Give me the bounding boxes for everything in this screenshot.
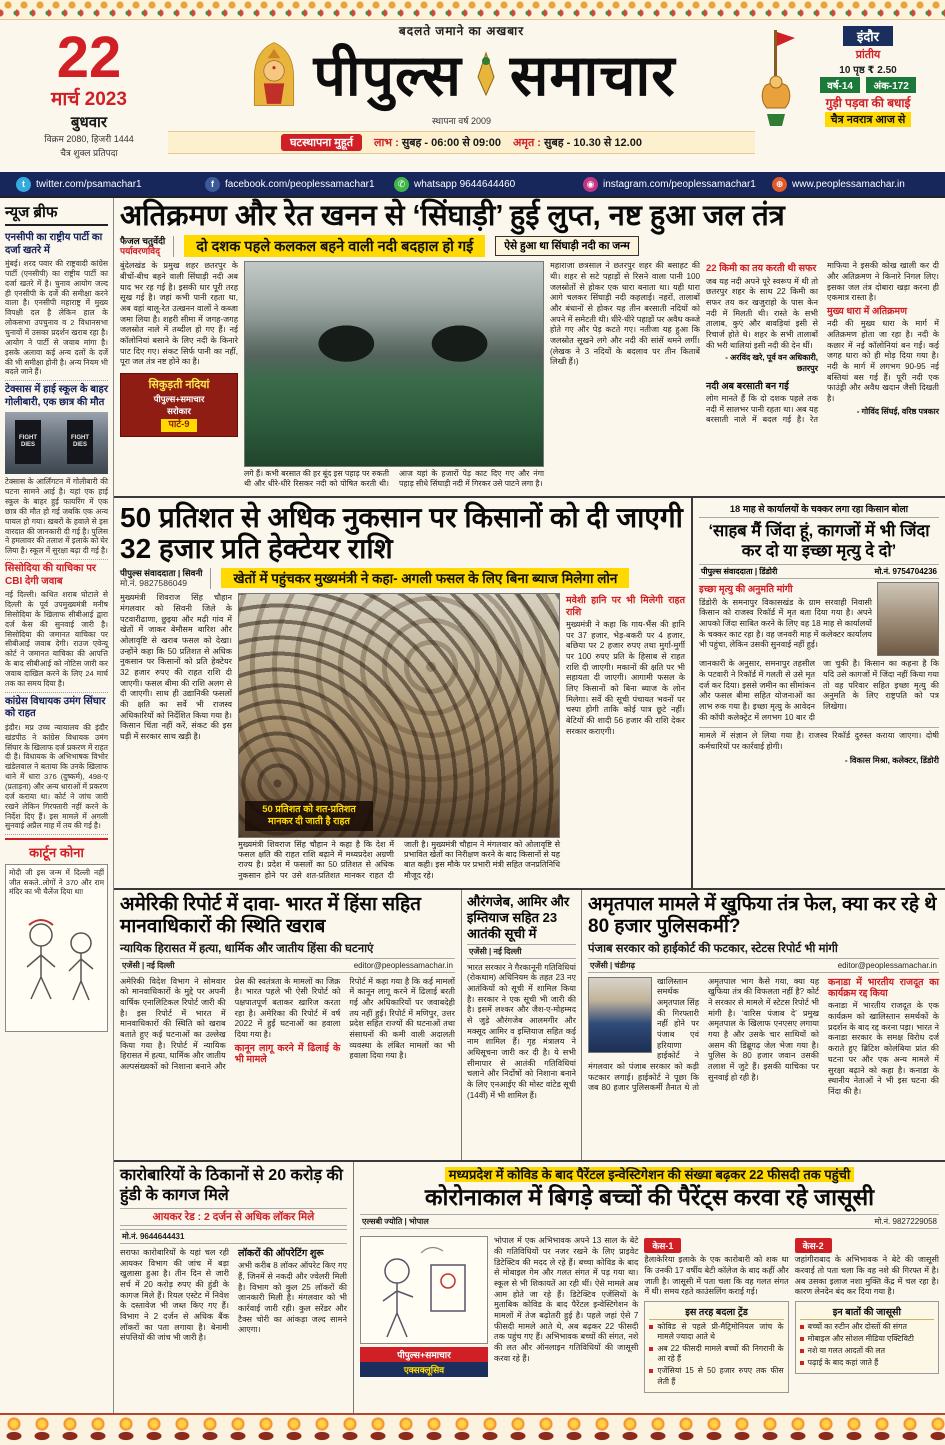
dindori-phone: मो.नं. 9754704236 (874, 567, 937, 577)
subhead-euthanasia: इच्छा मृत्यु की अनुमति मांगी (699, 584, 793, 596)
lead-author (120, 236, 174, 258)
it-raid-headline: कारोबारियों के ठिकानों से 20 करोड़ की हुंडी के कागज मिले (120, 1167, 343, 1204)
spy-phone: मो.नं. 9827229058 (874, 1217, 937, 1227)
watch-item: बच्चों का रुटीन और दोस्तों की संगत (800, 1322, 934, 1332)
lead-headline: अतिक्रमण और रेत खनन से ‘सिंघाड़ी’ हुई लुप्त, नष्ट हुआ जल तंत्र (120, 200, 785, 232)
twitter-handle: twitter.com/psamachar1 (36, 178, 142, 190)
pages-price: 10 पृष्ठ ₹ 2.50 (839, 65, 897, 76)
spy-intro-column (494, 1236, 638, 1410)
watch-list (800, 1322, 934, 1369)
us-report-byline: एजेंसी | नई दिल्ली (122, 960, 175, 970)
muhurat-strip (168, 131, 755, 154)
case1-badge: केस-1 (644, 1238, 681, 1253)
trend-list (649, 1322, 783, 1387)
date-month-year: मार्च 2023 (51, 89, 127, 111)
whatsapp-number: whatsapp 9644644460 (414, 178, 516, 190)
brief-title: सिसोदिया की याचिका पर CBI देगी जवाब (5, 563, 96, 587)
edition-info (801, 26, 935, 172)
muhurat-label: घटस्थापना मुहूर्त (281, 134, 362, 151)
farmer-subrow (120, 568, 685, 589)
labh-value: सुबह - 06:00 से 09:00 (401, 137, 501, 149)
texas-shooting-photo (5, 412, 108, 474)
edition-city: इंदौर (843, 26, 893, 46)
amritpal-subheadline: पंजाब सरकार को हाईकोर्ट की फटकार, स्टेटस रिपोर्ट भी मांगी (588, 942, 838, 955)
amritpal-body-3: कनाडा में भारतीय राजदूत के एक कार्यक्रम को खालिस्तान समर्थकों के प्रदर्शन के बाद रद्द करना पड़ा। भारत ने कनाडा सरकार के समक्ष विरोध दर्ज कराते हुए ब्रिटिश कोलंबिया प्रांत की घटना पर और एक अन्य मामले में सुरक्षा बढ़ाने को कहा है। कनाडा के स्थानीय नेताओं ने भी इस घटना की निंदा की है। (828, 1001, 939, 1096)
amritpal-body (588, 977, 939, 1098)
subhead-livestock-relief-text: मुख्यमंत्री ने कहा कि गाय-भैंस की हानि पर 37 हजार, भेड़-बकरी पर 4 हजार, बछिया पर 2 हजार रुपए तथा मुर्गा-मुर्गी पर 100 रुपए प्रति के हिसाब से राहत राशि दी जाएगी। मकानों की क्षति पर भी सहायता दी जाएगी। आगामी फसल के लिए किसानों को बिना ब्याज के लोन मिलेगा। सर्वे की सूची पंचायत भवनों पर चस्पा होगी ताकि कोई पात्र छूटे नहीं। बेटियों की शादी 56 हजार की राशि देकर सरकार कराएगी। (566, 619, 685, 736)
terror-list-body: भारत सरकार ने गैरकानूनी गतिविधियां (रोकथाम) अधिनियम के तहत 23 नए आतंकियों को सूची में शामिल किया है। सरकार ने एक सूची भी जारी की है। इसमें लश्कर और जैश-ए-मोहम्मद से जुड़े औरंगजेब आलमगीर और मक्सूद आमिर व इम्तियाज सहित कई नाम शामिल हैं। गृह मंत्रालय ने अधिसूचना जारी कर दी है। ये सभी सीमापार से आतंकी गतिविधियां चलाने और निर्दोषों को निशाना बनाने के लिए एनआईए की मोस्ट वांटेड सूची (14वीं) में भी शामिल हैं। (467, 962, 576, 1100)
lead-subrow (120, 235, 939, 257)
trend-item: एजेंसियां 15 से 50 हजार रुपए तक फीस लेती हैं (649, 1366, 783, 1386)
cartoon-caption: मोदी जी इस जन्म में दिल्ली नहीं जीत सकते..लोगों ने 370 और राम मंदिर का भी चैलेंज दिया था! (9, 868, 104, 897)
lead-photo-block (244, 261, 544, 489)
series-promo-box (120, 373, 238, 436)
spy-banner-text: मध्यप्रदेश में कोविड के बाद पैरेंटल इन्वेस्टिगेशन की संख्या बढ़कर 22 फीसदी तक पहुंची (445, 1167, 854, 1182)
issue-number: अंक-172 (866, 77, 915, 93)
parent-spy-story (354, 1162, 945, 1413)
farmer-portrait-photo (877, 582, 939, 656)
amritpal-headline: अमृतपाल मामले में खुफिया तंत्र फेल, क्या कर रहे थे 80 हजार पुलिसकर्मी? (588, 894, 937, 937)
cartoon-corner-header: कार्टून कोना (5, 838, 108, 861)
collector-quote-attribution: - विकास मिश्रा, कलेक्टर, डिंडोरी (844, 755, 939, 765)
spy-content-grid (360, 1236, 939, 1410)
promo-section: सरोकार (167, 405, 191, 416)
watch-box (795, 1301, 939, 1375)
spy-headline: कोरोनाकाल में बिगड़े बच्चों की पैरेंट्स करवा रहे जासूसी (424, 1184, 875, 1210)
dindori-headline: ‘साहब मैं जिंदा हूं, कागजों में भी जिंदा कर दो या इच्छा मृत्यु दे दो’ (708, 522, 930, 561)
farmer-subheadline: खेतों में पहुंचकर मुख्यमंत्री ने कहा- अगली फसल के लिए बिना ब्याज मिलेगा लोन (221, 568, 629, 588)
farmer-photo-block (238, 593, 560, 881)
brief-item-sisodia (5, 560, 108, 693)
exclusive-badge (360, 1347, 488, 1377)
us-report-headline: अमेरिकी रिपोर्ट में दावा- भारत में हिंसा सहित मानवाधिकारों की स्थिति खराब (120, 894, 421, 937)
brief-body: इंदौर। मप्र उच्च न्यायालय की इंदौर खंडपीठ ने कांग्रेस विधायक उमंग सिंघार के खिलाफ दर्ज प्रकरण में राहत दी है। विधायक के अभिभाषक विभोर खंडेलवाल ने बताया कि उनके खिलाफ थाने में धारा 376 (दुष्कर्म), 498-ए (प्रताड़ना) और अन्य धाराओं में प्रकरण दर्ज कराया था। कोर्ट ने जांच जारी रखने लेकिन गिरफ्तारी नहीं करने के निर्देश दिए हैं। इस मामले में अगली सुनवाई अप्रैल माह में तय की गई है। (5, 722, 108, 831)
quote-attribution-1: - अरविंद खरे, पूर्व वन अधिकारी, छतरपुर (725, 353, 818, 373)
us-report-subheadline: न्यायिक हिरासत में हत्या, धार्मिक और जातीय हिंसा की घटनाएं (120, 942, 374, 955)
spy-cartoon-illustration (360, 1236, 488, 1344)
dindori-farmer-story (693, 498, 945, 888)
subhead-22km: 22 किमी का तय करती थी सफर (706, 263, 817, 275)
cm-photo-caption: मुख्यमंत्री शिवराज सिंह चौहान ने कहा है कि देश में फसल क्षति की राहत राशि बढ़ाने में मध्यप्रदेश अग्रणी राज्य है। प्रदेश में फसलों का 50 प्रतिशत से अधिक नुकसान होने पर उसे शत-प्रतिशत मानकर राहत दी जाती है। मुख्यमंत्री चौहान ने मंगलवार को ओलावृष्टि से प्रभावित खेतों का निरीक्षण करने के बाद किसानों से यह बात कही। इस मौके पर प्रभारी मंत्री सहित जनप्रतिनिधि मौजूद रहे। (238, 839, 560, 880)
farmer-column-2 (566, 593, 685, 881)
brief-body: नई दिल्ली। कथित शराब घोटाले से दिल्ली के पूर्व उपमुख्यमंत्री मनीष सिसोदिया के खिलाफ सीबीआई द्वारा दर्ज केस की सुनवाई जारी है। सिसोदिया की जमानत याचिका पर सीबीआई जवाब देगी। राउज एवेन्यू कोर्ट ने जमानत याचिका की आपत्ति के बाद सीबीआई को नोटिस जारी कर जवाब दाखिल करने के लिए 24 मार्च तक का समय दिया है। (5, 590, 108, 688)
dindori-body-1 (699, 582, 872, 656)
author-name: फैजल चतुर्वेदी (120, 235, 166, 246)
amritpal-photo (588, 977, 652, 1053)
subhead-encroachment: मुख्य धारा में अतिक्रमण (827, 306, 907, 317)
dindori-body-2: जानकारी के अनुसार, समनापुर तहसील के पटवारी ने रिकॉर्ड में गलती से उसे मृत दर्ज कर दिया। इससे जमीन का सीमांकन और फसल बीमा सहित योजनाओं का लाभ रुक गया है। इच्छा मृत्यु के आवेदन की कॉपी कलेक्ट्रेट में लगभग 10 बार दी जा चुकी है। किसान का कहना है कि यदि उसे कागजों में जिंदा नहीं किया गया तो वह परिवार सहित इच्छा मृत्यु की अनुमति के लिए राष्ट्रपति को पत्र लिखेगा। (699, 659, 939, 722)
lead-column-1-text: बुंदेलखंड के प्रमुख शहर छतरपुर के बीचों-बीच बहने वाली सिंघाड़ी नदी अब याद भर रह गई है। इसकी धार पूरी तरह सूख गई है। जहां कभी पानी रहता था, अब वहां बालू-रेत उत्खनन वालों ने कब्जा जमा लिया है। शहरी सीमा में जगह-जगह जलस्रोत नाले में तब्दील हो गए हैं। नई कॉलोनियां बसाने के लिए नदी के किनारे पाट दिए गए। संकट सिर्फ पानी का नहीं, पूरा जल तंत्र नष्ट होने का है। (120, 261, 238, 367)
website-icon: ⊕ (772, 177, 787, 192)
it-raid-byline: मो.नं. 9644644431 (122, 1232, 185, 1242)
edition-type: प्रांतीय (855, 49, 881, 61)
dindori-body-1-text: डिंडोरी के समनापुर विकासखंड के ग्राम सरवाही निवासी किसान को राजस्व रिकॉर्ड में मृत बता दिया गया है। अपने आपको जिंदा साबित करने के लिए वह 18 माह से कार्यालयों के चक्कर काट रहा है। वह जनवरी माह में कलेक्टर कार्यालय भी पहुंचा, लेकिन उसकी सुनवाई नहीं हुई। (699, 597, 872, 650)
greeting-line-1: गुड़ी पड़वा की बधाई (825, 96, 911, 110)
trend-box-header: इस तरह बदला ट्रेंड (649, 1305, 783, 1320)
top-garland-decoration (0, 0, 945, 20)
us-report-story (114, 890, 462, 1160)
byline-text: पीपुल्स संवाददाता | सिवनी (120, 567, 203, 578)
river-photo-caption: लगे हैं। कभी बरसात की हर बूंद इस पहाड़ पर रुकती थी और धीरे-धीरे रिसकर नदी को पोषित करती थी। आज यहां के हजारों पेड़ काट दिए गए और नंगा पहाड़ सीधे सिंघाड़ी नदी में गिरकर उसे पाटने लगा है। (244, 469, 544, 489)
subhead-seasonal-river: नदी अब बरसाती बन गई (706, 380, 789, 392)
river-birth-box-label: ऐसे हुआ था सिंघाड़ी नदी का जन्म (495, 236, 639, 256)
main-column (114, 198, 945, 1413)
social-media-bar (0, 172, 945, 196)
masthead-edition-block (755, 22, 935, 172)
terror-list-headline: औरंगजेब, आमिर और इम्तियाज सहित 23 आतंकी सूची में (467, 894, 570, 941)
website-url: www.peoplessamachar.in (792, 178, 905, 190)
quote-attribution-2: - गोविंद सिंघई, वरिष्ठ पत्रकार (856, 406, 939, 416)
amrit-value: सुबह - 10.30 से 12.00 (544, 137, 642, 149)
brief-title: टेक्सास में हाई स्कूल के बाहर गोलीबारी, एक छात्र की मौत (5, 384, 108, 408)
dindori-kicker: 18 माह से कार्यालयों के चक्कर लगा रहा किसान बोला (699, 502, 939, 518)
farmer-body-columns (120, 593, 685, 881)
amritpal-story (582, 890, 945, 1160)
amritpal-byline: एजेंसी | चंडीगढ़ (590, 960, 635, 970)
byline-phone: मो.नं. 9827586049 (120, 578, 188, 589)
brief-item-singhar (5, 693, 108, 835)
watch-box-header: इन बातों की जासूसी (800, 1305, 934, 1320)
amritpal-body-2: ‘वारिस पंजाब दे’ प्रमुख अमृतपाल के खिलाफ एनएसए लगाया गया है और उसके चार साथियों को असम की डिब्रूगढ़ जेल भेजा गया है। पुलिस के 80 हजार जवान उसकी तलाश में जुटे हैं। इसकी याचिका पर सुनवाई हो रही है। (708, 1008, 820, 1082)
whatsapp-icon: ✆ (394, 177, 409, 192)
third-row-section (114, 890, 945, 1162)
case2-badge: केस-2 (795, 1238, 832, 1253)
brief-item-texas (5, 381, 108, 560)
collector-quote-box (699, 727, 939, 765)
spy-case1-column (644, 1236, 788, 1410)
lead-column-1 (120, 261, 238, 489)
cartoon-box (5, 864, 108, 1032)
cartoon-illustration (9, 897, 108, 1005)
trend-item: कोविड से पहले प्री-मैट्रिमोनियल जांच के मामले ज्यादा आते थे (649, 1322, 783, 1342)
amrit-label: अमृत : (512, 137, 541, 149)
instagram-handle: instagram.com/peoplessamachar1 (603, 178, 756, 190)
it-raid-body (120, 1248, 347, 1344)
river-birth-column (550, 261, 700, 489)
paper-title-part2: समाचार (509, 44, 676, 108)
subhead-22km-text: जब यह नदी अपने पूरे स्वरूप में थी तो छतरपुर शहर के साथ 22 किमी का सफर तय कर खजुराहो के पास केन नदी में मिलती थी। रास्ते के सभी तालाब, कुएं और बावड़ियां इसी से रिचार्ज होते थे। शहर के सभी तालाबों की भरी थालियां इसी नदी की देन थीं। (706, 276, 818, 350)
subhead-locker-operating: लॉकरों की ऑपरेटिंग शुरू (238, 1248, 324, 1260)
dindori-byline-row (699, 564, 939, 579)
subhead-encroachment-text: नदी की मुख्य धारा के मार्ग में अतिक्रमण होता जा रहा है। नदी के कछार में नई कॉलोनियां बन गईं। कई जगह धारा को ही मोड़ दिया गया है। नदी के मार्ग में लगभग 90-95 नई बस्तियां बस गई हैं। पूरी नदी एक फाउंड्री और अवैध खदान जैसी दिखती है। (827, 319, 939, 404)
date-day: 22 (56, 25, 122, 90)
photo-poster-text: FIGHT DIES (15, 420, 41, 464)
facebook-handle: facebook.com/peoplessamachar1 (225, 178, 375, 190)
calendar-line-2: चैत्र शुक्ल प्रतिपदा (60, 147, 118, 158)
goddess-illustration (247, 41, 301, 112)
lead-body-columns (120, 261, 939, 489)
subhead-canada-event: कनाडा में भारतीय राजदूत का कार्यक्रम रद्द किया (828, 976, 939, 1000)
facebook-icon: f (205, 177, 220, 192)
terror-list-byline-row (467, 944, 576, 959)
watch-item: मोबाइल और सोशल मीडिया एक्टिविटी (800, 1334, 934, 1344)
watch-item: नशे या गलत आदतों की लत (800, 1346, 934, 1356)
dindori-top (699, 582, 939, 656)
it-raid-byline-row (120, 1229, 347, 1244)
spy-body-2-text: डिटेक्टिव एजेंसियों के मुताबिक कोविड के बाद पैरेंटल इन्वेस्टिगेशन के मामलों में तेज बढ़ोतरी हुई है। पहले जहां ऐसे 7 फीसदी मामले आते थे, अब बढ़कर 22 फीसदी तक पहुंच गए हैं। अभिभावक बच्चों की संगत, नशे की लत और ऑनलाइन गतिविधियों की जासूसी करवा रहे हैं। (494, 1289, 639, 1363)
brief-title: एनसीपी का राष्ट्रीय पार्टी का दर्जा खतरे में (5, 232, 103, 256)
case1-text: हैलाकेरिया इलाके के एक कारोबारी को शक था कि उनकी 17 वर्षीय बेटी कॉलेज के बाद कहीं और जाती है। जासूसी में पता चला कि वह गलत संगत में थी। समय रहते काउंसलिंग कराई गई। (644, 1255, 789, 1297)
lead-story (114, 198, 945, 498)
collector-quote: मामले में संज्ञान ले लिया गया है। राजस्व रिकॉर्ड दुरुस्त कराया जाएगा। दोषी कर्मचारियों पर कार्रवाई होगी। (699, 731, 939, 751)
masthead-title-row (168, 41, 755, 112)
case2-text: जहांगीराबाद के अभिभावक ने बेटे की जासूसी करवाई तो पता चला कि वह नशे की गिरफ्त में है। अब उसका इलाज नशा मुक्ति केंद्र में चल रहा है। कारण लेनदेन बंद कर दिया गया है। (794, 1255, 939, 1297)
watch-item: पढ़ाई के बाद कहां जाते हैं (800, 1358, 934, 1368)
bottom-row-section (114, 1162, 945, 1413)
masthead-ornament-icon (474, 51, 498, 102)
masthead-tagline: बदलते जमाने का अखबार (398, 24, 525, 38)
spy-cartoon-column (360, 1236, 488, 1410)
us-report-body-2: रिपोर्ट में कहा गया है कि कई मामलों में कानून लागू करने में ढिलाई बरती गई और अधिकारियों पर जवाबदेही तय नहीं हुई। रिपोर्ट में मणिपुर, उत्तर प्रदेश सहित राज्यों की घटनाओं तथा संसाधनों की कमी वाली अदालती व्यवस्था के लंबित मामलों का भी हवाला दिया गया है। (349, 976, 455, 1061)
us-report-body-1: अमेरिकी विदेश विभाग ने सोमवार को मानवाधिकारों के मुद्दे पर अपनी वार्षिक एनालिटिकल रिपोर्ट जारी की है। इस रिपोर्ट में भारत में मानवाधिकारों की स्थिति को खराब बताते हुए कई घटनाओं का उल्लेख किया गया है। रिपोर्ट में न्यायिक हिरासत में हत्या, धार्मिक और जातीय अल्पसंख्यकों को निशाना बनाने और प्रेस की स्वतंत्रता के मामलों का जिक्र है। भारत पहले भी ऐसी रिपोर्ट को पक्षपातपूर्ण बताकर खारिज करता रहा है। अमेरिका की रिपोर्ट में वर्ष 2022 में हुईं घटनाओं का हवाला दिया गया है। (120, 976, 341, 1072)
us-report-byline-row (120, 958, 455, 973)
trend-item: अब 22 फीसदी मामले बच्चों की निगरानी के आ रहे हैं (649, 1344, 783, 1364)
river-bridge-photo (244, 261, 544, 467)
brief-body: मुंबई। शरद पवार की राष्ट्रवादी कांग्रेस पार्टी (एनसीपी) का राष्ट्रीय पार्टी का दर्जा खतरे में है। चुनाव आयोग जल्द ही एनसीपी के दर्जे की समीक्षा करने वाला है। एनसीपी महाराष्ट्र में मुख्य विपक्षी दल है लेकिन हाल के लोकसभा उपचुनाव व 2 विधानसभा चुनावों में उसका प्रदर्शन खराब रहा है। आयोग ने पार्टी से जवाब मांगा है। इसके अलावा कई अन्य दलों के दर्जे की भी समीक्षा होनी है। अन्य नियम भी बदले जाने हैं। (5, 259, 108, 377)
brief-item-ncp (5, 229, 108, 381)
cm-field-visit-photo (238, 593, 560, 837)
river-birth-text: महाराजा छत्रसाल ने छतरपुर शहर की बसाहट की थी। शहर से सटे पहाड़ों से रिसने वाला पानी 100 जलस्रोतों से होकर एक धारा बनाता था। यही धारा आगे चलकर सिंघाड़ी नदी कहलाई। नहरों, तालाबों और बंधानों से होकर यह तीन बरसाती नदियों को अपने में समेटती थी। धीरे-धीरे पहाड़ों पर अवैध कब्जे होते गए और पेड़ कटते गए। नतीजा यह हुआ कि जलस्रोत सूखने लगे और नदी की सांसें थमने लगीं। (लेखक ने 3 नदियों के बदलाव पर तीन किताबें लिखी हैं।) (550, 261, 700, 367)
farmer-byline (120, 568, 211, 589)
promo-part-number: पार्ट-9 (161, 419, 196, 432)
news-brief-header: न्यूज ब्रीफ (5, 202, 108, 226)
twitter-icon: t (16, 177, 31, 192)
spy-intro-text: भोपाल में एक अभिभावक अपने 13 साल के बेटे की गतिविधियों पर नजर रखने के लिए प्राइवेट डिटेक्टिव की मदद ले रहे हैं। बच्चा कोविड के बाद से मोबाइल गेम और गलत संगत में पड़ गया था। स्कूल से भी शिकायतें आ रही थीं। ऐसे मामले अब आम होते जा रहे हैं। (494, 1236, 639, 1299)
us-report-body (120, 977, 455, 1073)
gudi-padwa-kalash-illustration (755, 26, 797, 172)
farmer-relief-section (114, 498, 945, 890)
terror-list-byline: एजेंसी | नई दिल्ली (469, 946, 522, 956)
year-number: वर्ष-14 (820, 77, 860, 93)
spy-byline-row (360, 1214, 939, 1229)
it-raid-body-1: सराफा कारोबारियों के यहां चल रही आयकर विभाग की जांच में बड़ा खुलासा हुआ है। तीन दिन से जारी सर्च में 20 करोड़ रुपए की हुंडी के कागज मिले हैं। रियल एस्टेट में निवेश के दस्तावेज भी जब्त किए गए हैं। विभाग ने 2 दर्जन से अधिक बैंक लॉकरों का पता लगाया है। बेनामी संपत्तियों की जांच भी जारी है। (120, 1248, 229, 1343)
brief-body: टेक्सास के आर्लिंगटन में गोलीबारी की घटना सामने आई है। यहां एक हाई स्कूल के बाहर हुई फायरिंग में एक छात्र की मौत हो गई जबकि एक अन्य घायल हो गया। खबरों के हवाले से इस वारदात की जानकारी दी गई है। पुलिस ने हमलावर की तलाश में इलाके को घेर लिया है। स्कूल में सुरक्षा बढ़ा दी गई है। (5, 477, 109, 556)
it-raid-story (114, 1162, 354, 1413)
spy-byline: एल्सबी ज्योति | भोपाल (362, 1217, 429, 1227)
it-raid-subheadline: आयकर रेड : 2 दर्जन से अधिक लॉकर मिले (120, 1208, 347, 1226)
terror-list-story (462, 890, 582, 1160)
it-raid-body-2: अभी करीब 8 लॉकर ऑपरेट किए गए हैं, जिनमें से नकदी और ज्वेलरी मिली है। विभाग को कुल 25 लॉकरों की जानकारी मिली है। मंगलवार को भी कार्रवाई जारी रही। कुल सरेंडर और टैक्स चोरी का आंकड़ा जल्द सामने आएगा। (238, 1261, 347, 1335)
photo-overlay-caption: 50 प्रतिशत को शत-प्रतिशत मानकर दी जाती है राहत (245, 801, 373, 831)
lead-right-columns (706, 261, 939, 489)
farmer-column-1: मुख्यमंत्री शिवराज सिंह चौहान मंगलवार को सिवनी जिले के पटवारीढाणा, छुइया और मढ़ी गांव में खेतों में जाकर बेमौसम बारिश और ओलावृष्टि से खराब फसल को देखा। उन्होंने कहा कि 50 प्रतिशत से अधिक नुकसान पर किसानों को प्रति हेक्टेयर 32 हजार रुपए की राहत राशि दी जाएगी। फसल बीमा की राशि अलग से दी जाएगी। साथ ही उद्यानिकी फसलों की क्षति का सर्वे भी राजस्व अधिकारियों को निर्देशित किया गया है। किसान चिंता नहीं करें, संकट की इस घड़ी में सरकार साथ खड़ी है। (120, 593, 232, 741)
bottom-diya-decoration (0, 1413, 945, 1445)
subhead-livestock-relief: मवेशी हानि पर भी मिलेगी राहत राशि (566, 595, 685, 618)
us-report-email: editor@peoplessamachar.in (353, 960, 453, 970)
amritpal-body-1: खालिस्तान समर्थक अमृतपाल सिंह की गिरफ्तारी नहीं होने पर पंजाब एवं हरियाणा हाईकोर्ट ने मंगलवार को पंजाब सरकार को कड़ी फटकार लगाई। हाईकोर्ट ने पूछा कि जब 80 हजार पुलिसकर्मी तैनात थे तो अमृतपाल भाग कैसे गया, क्या यह खुफिया तंत्र की विफलता नहीं है? कोर्ट ने सरकार से मामले में स्टेटस रिपोर्ट भी मांगी है। (588, 976, 819, 1093)
masthead (0, 20, 945, 172)
instagram-icon: ◉ (583, 177, 598, 192)
exclusive-paper-name: पीपुल्स+समाचार (360, 1347, 488, 1362)
calendar-line-1: विक्रम 2080, हिजरी 1444 (44, 134, 134, 145)
subhead-law-enforcement: कानून लागू करने में ढिलाई के भी मामले (234, 1042, 341, 1066)
masthead-date-block (10, 22, 168, 172)
dindori-byline: पीपुल्स संवाददाता | डिंडोरी (701, 567, 778, 577)
news-brief-sidebar (0, 198, 114, 1413)
promo-paper-name: पीपुल्स+समाचार (153, 393, 205, 404)
trend-box (644, 1301, 788, 1393)
subhead-seasonal-river-text: लोग मानते हैं कि दो दशक पहले तक नदी में सालभर पानी रहता था। अब यह बरसाती नाले में बदल गई है। रेत माफिया ने इसकी कोख खाली कर दी और अतिक्रमण ने किनारे निगल लिए। इसका जल तंत्र दोबारा खड़ा करना ही एकमात्र रास्ता है। (706, 261, 939, 425)
exclusive-label: एक्सक्लूसिव (360, 1362, 488, 1377)
brief-title: कांग्रेस विधायक उमंग सिंघार को राहत (5, 695, 106, 720)
greeting-line-2: चैत्र नवरात्र आज से (825, 112, 912, 127)
farmer-relief-story (114, 498, 693, 888)
masthead-center (168, 22, 755, 172)
date-weekday: बुधवार (70, 114, 108, 132)
photo-poster-text: FIGHT DIES (67, 420, 93, 464)
lead-subheadline: दो दशक पहले कलकल बहने वाली नदी बदहाल हो गई (184, 235, 485, 257)
promo-series-title: सिकुड़ती नदियां (148, 379, 210, 392)
author-role: पर्यावरणविद् (120, 246, 160, 257)
established-year: स्थापना वर्ष 2009 (431, 116, 492, 126)
labh-label: लाभ : (373, 137, 399, 149)
spy-case2-column (795, 1236, 939, 1410)
spy-banner (360, 1165, 939, 1183)
amritpal-byline-row (588, 958, 939, 973)
amritpal-email: editor@peoplessamachar.in (837, 960, 937, 970)
farmer-headline: 50 प्रतिशत से अधिक नुकसान पर किसानों को दी जाएगी 32 हजार प्रति हेक्टेयर राशि (120, 502, 683, 565)
paper-title-part1: पीपुल्स (313, 44, 462, 108)
page-content (0, 196, 945, 1413)
